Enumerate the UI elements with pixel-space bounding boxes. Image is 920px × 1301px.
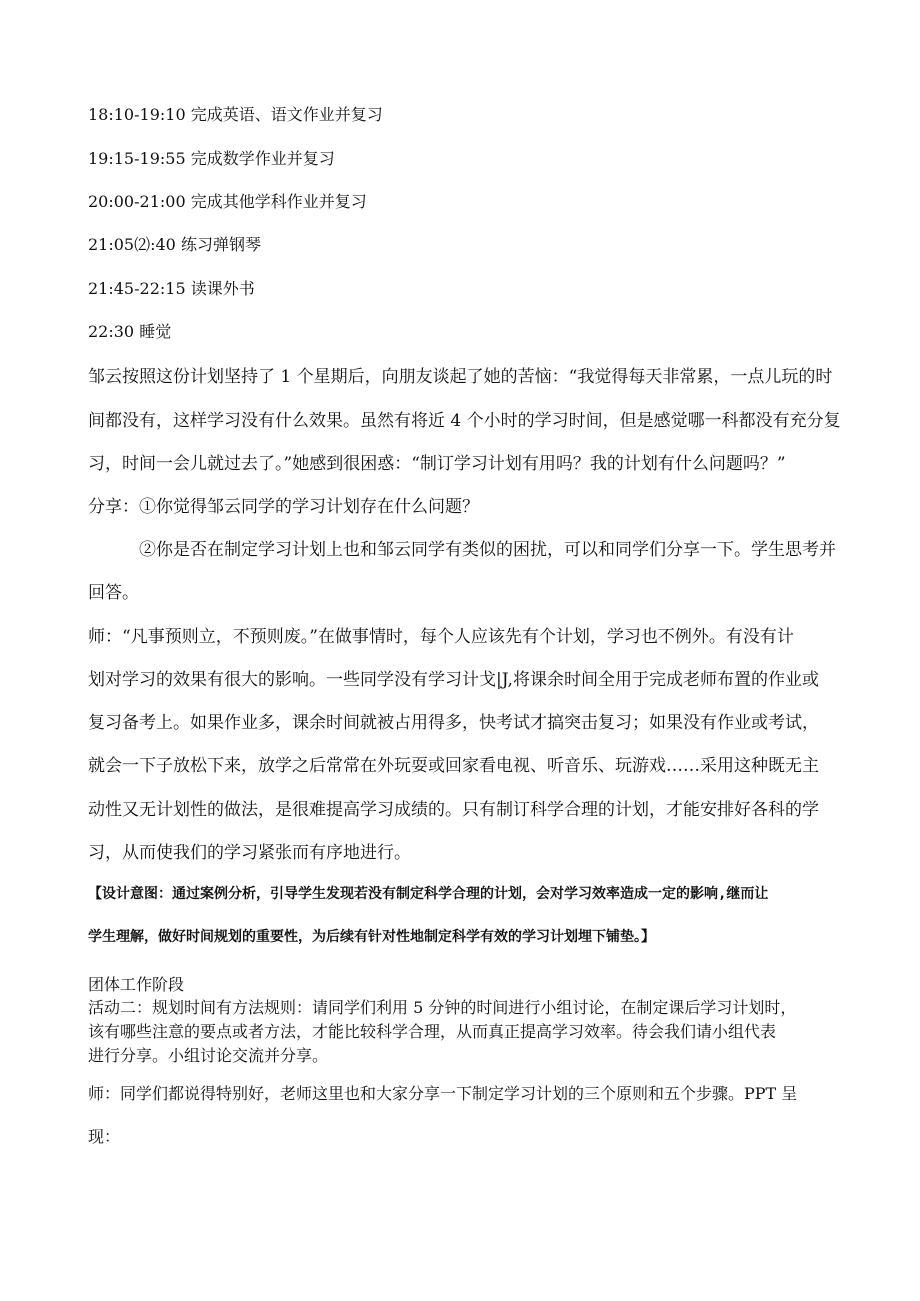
schedule-line: 21:45-22:15 读课外书: [88, 279, 255, 298]
schedule-line: 22:30 睡觉: [88, 322, 172, 341]
story-line: 习，时间一会儿就过去了。”她感到很困惑：“制订学习计划有用吗？我的计划有什么问题吗？”: [88, 454, 786, 474]
activity-line: 活动二：规划时间有方法规则：请同学们利用 5 分钟的时间进行小组讨论，在制定课后学习计划时，: [88, 998, 797, 1017]
activity-line: 进行分享。小组讨论交流并分享。: [88, 1046, 329, 1065]
activity-line: 该有哪些注意的要点或者方法，才能比较科学合理，从而真正提高学习效率。待会我们请小组代表: [88, 1022, 777, 1041]
design-intent-line: 【设计意图：通过案例分析，引导学生发现若没有制定科学合理的计划，会对学习效率造成一定的影响,继而让: [88, 886, 769, 902]
schedule-line: 21:05⑵:40 练习弹钢琴: [88, 235, 261, 254]
share-question: 回答。: [88, 583, 139, 603]
teacher-line: 习，从而使我们的学习紧张而有序地进行。: [88, 843, 411, 863]
teacher-line: 复习备考上。如果作业多，课余时间就被占用得多，快考试才搞突击复习；如果没有作业或考试，: [88, 713, 819, 733]
design-intent-line: 学生理解，做好时间规划的重要性，为后续有针对性地制定科学有效的学习计划埋下铺垫。】: [88, 929, 655, 945]
schedule-line: 20:00-21:00 完成其他学科作业并复习: [88, 192, 367, 211]
share-question: ②你是否在制定学习计划上也和邹云同学有类似的困扰，可以和同学们分享一下。学生思考并: [139, 540, 836, 560]
schedule-line: 18:10-19:10 完成英语、语文作业并复习: [88, 105, 383, 124]
closing-line: 师：同学们都说得特别好，老师这里也和大家分享一下制定学习计划的三个原则和五个步骤。PPT 呈: [88, 1084, 798, 1103]
story-line: 邹云按照这份计划坚持了 1 个星期后，向朋友谈起了她的苦恼：“我觉得每天非常累，一点儿玩的时: [88, 367, 833, 387]
teacher-line: 动性又无计划性的做法，是很难提高学习成绩的。只有制订科学合理的计划，才能安排好各科的学: [88, 800, 819, 820]
story-line: 间都没有，这样学习没有什么效果。虽然有将近 4 个小时的学习时间，但是感觉哪一科都没有充分复: [88, 411, 841, 431]
closing-line: 现：: [88, 1127, 121, 1146]
section-heading: 团体工作阶段: [88, 975, 185, 994]
teacher-line: 就会一下子放松下来，放学之后常常在外玩耍或回家看电视、听音乐、玩游戏……采用这种既无主: [88, 756, 819, 776]
schedule-line: 19:15-19:55 完成数学作业并复习: [88, 149, 335, 168]
teacher-line: 师：“凡事预则立，不预则废。”在做事情时，每个人应该先有个计划，学习也不例外。有没有计: [88, 627, 794, 647]
teacher-line: 划对学习的效果有很大的影响。一些同学没有学习计戈|J,将课余时间全用于完成老师布置的作业或: [88, 670, 819, 690]
share-question: 分享：①你觉得邹云同学的学习计划存在什么问题？: [88, 497, 479, 517]
